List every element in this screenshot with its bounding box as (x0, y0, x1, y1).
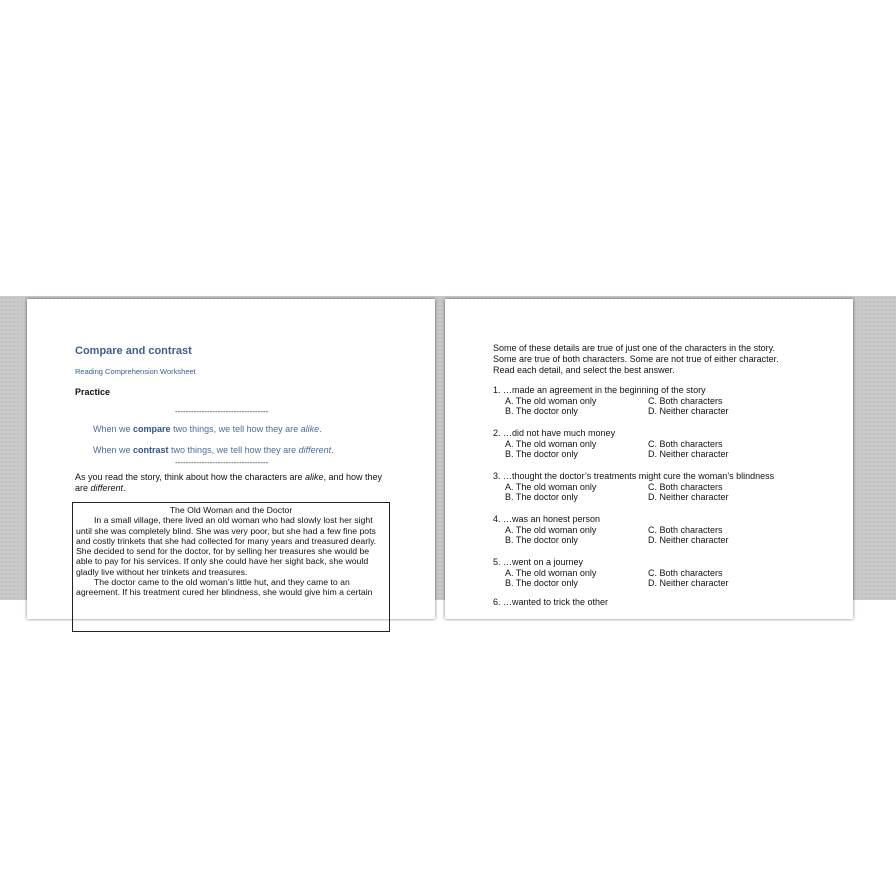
answer-option-b[interactable]: B. The doctor only (505, 449, 578, 459)
viewer-background (0, 296, 896, 607)
question-2 (493, 428, 833, 460)
worksheet-title: Compare and contrast (75, 345, 192, 357)
question-stem: 6. …wanted to trick the other (493, 597, 609, 607)
answer-option-d[interactable]: D. Neither character (648, 535, 729, 545)
question-stem: 3. …thought the doctor’s treatments might cure the woman’s blindness (493, 471, 775, 481)
story-box (72, 502, 390, 632)
answer-option-c[interactable]: C. Both characters (648, 567, 723, 578)
divider-top: ----------------------------------- (175, 407, 269, 416)
answer-option-c[interactable]: C. Both characters (648, 524, 723, 535)
story-paragraph: The doctor came to the old woman’s little hut, and they came to an agreement. If his treatment cured her blindness, she would give him a certain (76, 577, 373, 598)
compare-definition: When we compare two things, we tell how they are alike. (93, 424, 322, 434)
answer-option-a[interactable]: A. The old woman only (505, 524, 597, 535)
question-stem: 1. …made an agreement in the beginning of the story (493, 385, 706, 395)
question-stem: 2. …did not have much money (493, 428, 616, 438)
answer-option-b[interactable]: B. The doctor only (505, 578, 578, 588)
question-6 (493, 597, 833, 608)
story-paragraph: In a small village, there lived an old woman who had slowly lost her sight until she was completely blind. She was very poor, but she had a few fine pots and costly trinkets that she had collected for many years and treasured dearly. She decided to send for the doctor, for by selling her treasures she would be able to pay for his services. If only she could have her sight back, she would gladly live without her trinkets and treasures. (76, 515, 377, 577)
question-stem: 4. …was an honest person (493, 514, 601, 524)
question-5 (493, 557, 833, 589)
answer-option-d[interactable]: D. Neither character (648, 449, 729, 459)
answer-option-a[interactable]: A. The old woman only (505, 481, 597, 492)
answer-option-b[interactable]: B. The doctor only (505, 492, 578, 502)
section-heading: Practice (75, 387, 111, 397)
answer-option-c[interactable]: C. Both characters (648, 438, 723, 449)
question-3 (493, 471, 833, 503)
answer-option-d[interactable]: D. Neither character (648, 406, 729, 416)
answer-option-c[interactable]: C. Both characters (648, 481, 723, 492)
worksheet-subtitle: Reading Comprehension Worksheet (75, 367, 196, 376)
divider-bottom: ----------------------------------- (175, 458, 269, 467)
contrast-definition: When we contrast two things, we tell how they are different. (93, 445, 334, 455)
question-4 (493, 514, 833, 546)
answer-option-a[interactable]: A. The old woman only (505, 567, 597, 578)
answer-option-a[interactable]: A. The old woman only (505, 438, 597, 449)
worksheet-page-2 (445, 299, 853, 619)
question-stem: 5. …went on a journey (493, 557, 584, 567)
reading-instructions: As you read the story, think about how the characters are alike, and how they are different. (75, 472, 383, 493)
question-1 (493, 385, 833, 417)
answer-option-a[interactable]: A. The old woman only (505, 395, 597, 406)
worksheet-page-1 (27, 299, 435, 619)
answer-option-d[interactable]: D. Neither character (648, 578, 729, 588)
answer-option-c[interactable]: C. Both characters (648, 395, 723, 406)
answer-option-d[interactable]: D. Neither character (648, 492, 729, 502)
question-instructions: Some of these details are true of just one of the characters in the story. Some are true of both characters. Some are not true of either character. Read each detail, and select the best answer. (493, 343, 779, 375)
answer-option-b[interactable]: B. The doctor only (505, 406, 578, 416)
story-title: The Old Woman and the Doctor (169, 505, 293, 515)
answer-option-b[interactable]: B. The doctor only (505, 535, 578, 545)
